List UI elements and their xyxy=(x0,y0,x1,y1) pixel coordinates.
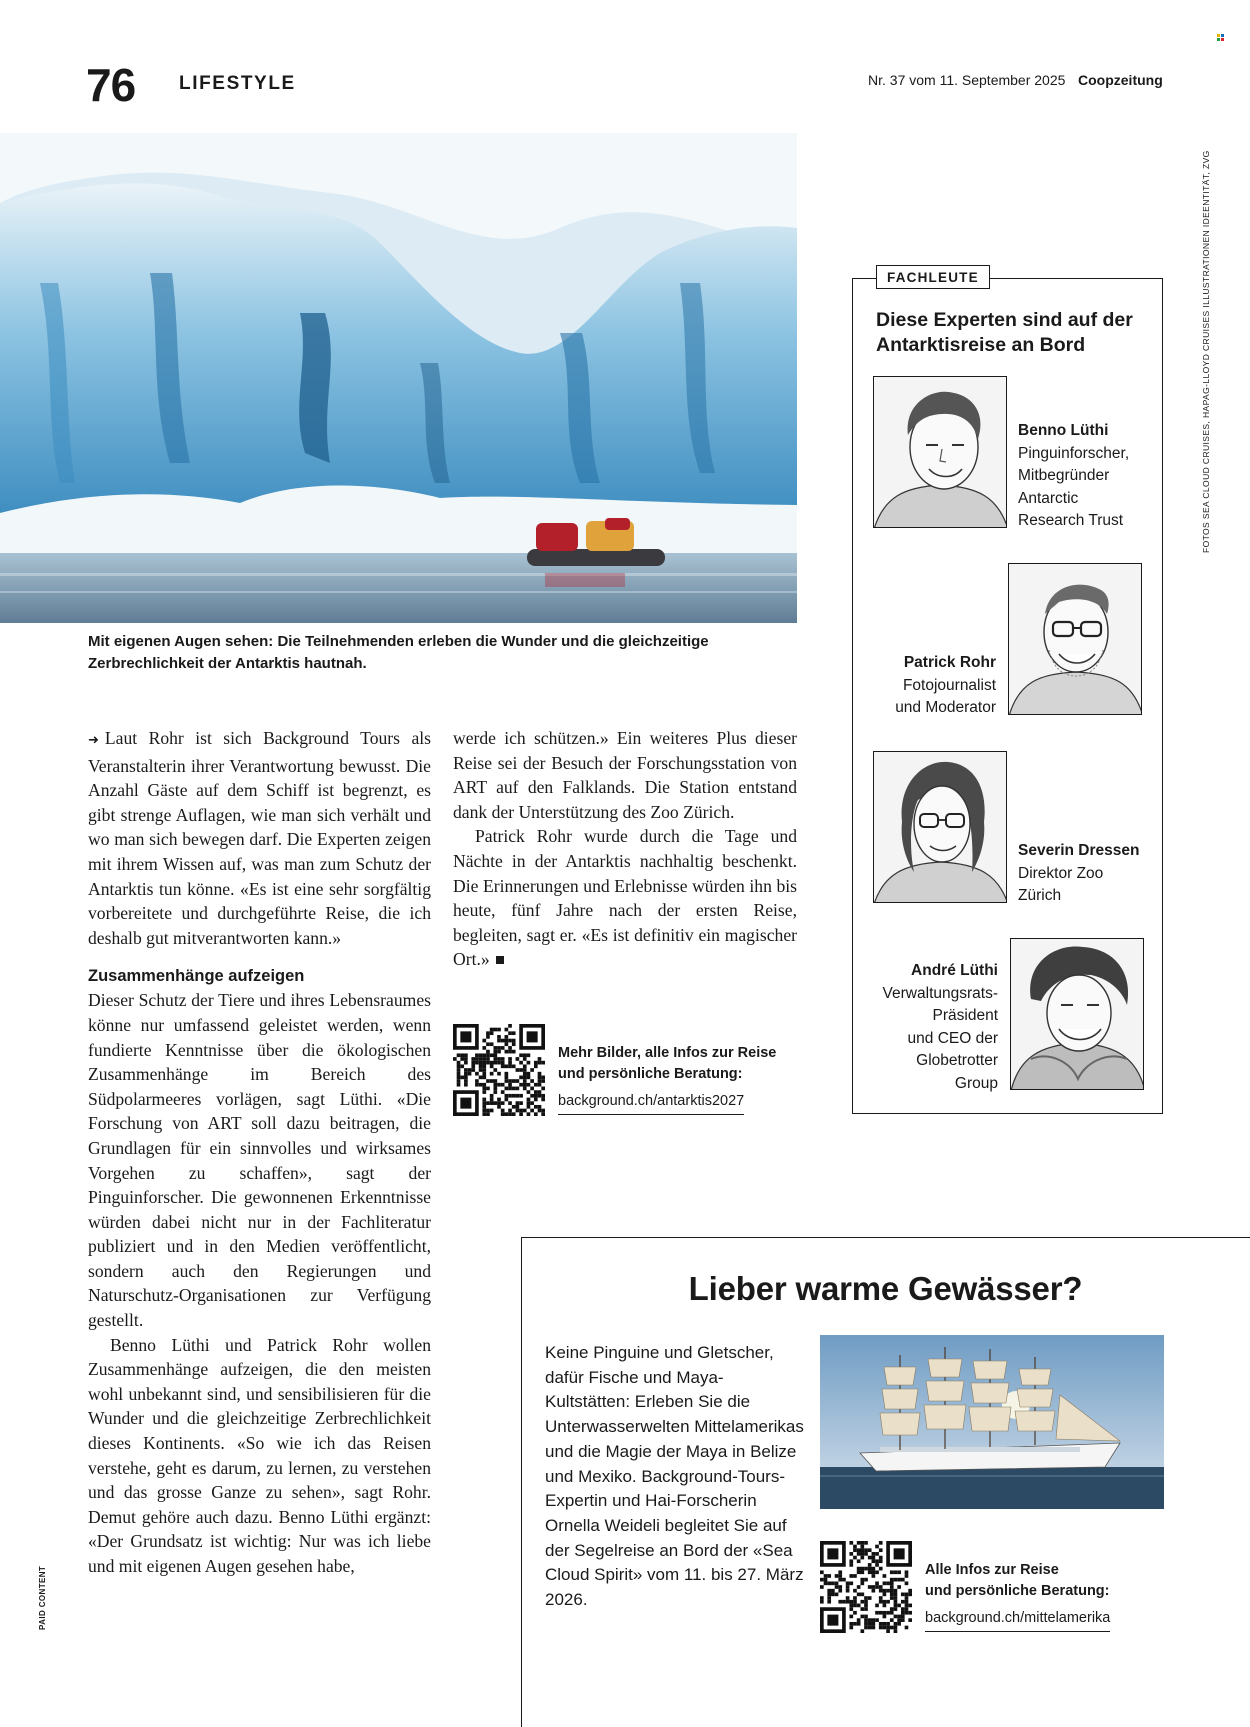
expert-name: André Lüthi xyxy=(911,962,998,979)
qr-lead-line: und persönliche Beratung: xyxy=(558,1066,743,1082)
paragraph-text: Laut Rohr ist sich Background Tours als Veranstalterin ihrer Verantwortung bewusst. Die Anzahl Gäste auf dem Schiff ist begrenzt, es gibt strenge Auflagen, wie man sich verhält und wo man sich bewegen darf. Die Experten zeigen mit ihrem Wissen auf, was man zum Schutz der Antarktis tun könne. «Es ist eine sehr sorgfältig vorbereitete und durchgeführte Reise, die ich deshalb gut mitverantworten kann.» xyxy=(88,728,431,948)
ad-body: Keine Pinguine und Gletscher, dafür Fische und Maya-Kultstätten: Erleben Sie die Unterwasserwelten Mittelamerikas und die Magie der Maya in Belize und Mexiko. Background-Tours-Expertin und Hai-Forscherin Ornella Weideli begleitet Sie auf der Segelreise an Bord der «Sea Cloud Spirit» vom 11. bis 27. März 2026. xyxy=(545,1343,804,1610)
sailing-ship-photo xyxy=(820,1335,1164,1509)
experts-title: Diese Experten sind auf der Antarktisreise an Bord xyxy=(876,309,1133,356)
expert-role: Verwaltungsrats- xyxy=(882,984,998,1002)
experts-tag: FACHLEUTE xyxy=(876,265,990,289)
qr-lead-line: Mehr Bilder, alle Infos zur Reise xyxy=(558,1045,777,1061)
portrait-severin-dressen xyxy=(873,751,1007,903)
issue-info: Nr. 37 vom 11. September 2025 xyxy=(868,72,1066,88)
qr-lead-line: und persönliche Beratung: xyxy=(925,1583,1110,1599)
expert-role: Group xyxy=(954,1074,998,1092)
article-paragraph xyxy=(453,824,797,972)
article-paragraph: Benno Lüthi und Patrick Rohr wollen Zusammenhänge aufzeigen, die den meisten wohl unbekannt sind, und sensibilisieren für die Wunder und die gleichzeitige Zerbrechlichkeit dieses Kontinents. «So wie ich das Reisen verstehe, geht es darum, zu lernen, zu verstehen und das grosse Ganze zu sehen», sagt Rohr. Demut gehöre auch dazu. Benno Lüthi ergänzt: «Der Grundsatz ist wichtig: Nur was ich liebe und mit eigenen Augen gesehen habe, xyxy=(88,1334,431,1576)
expert-role: Präsident xyxy=(932,1007,998,1024)
article-subheading: Zusammenhänge aufzeigen xyxy=(88,967,305,986)
expert-role: Fotojournalist xyxy=(902,676,996,694)
expert-role: Pinguinforscher, xyxy=(1018,444,1130,462)
expert-info xyxy=(1018,420,1158,533)
expert-info xyxy=(848,652,996,720)
expert-info xyxy=(848,960,998,1095)
expert-role: Zürich xyxy=(1018,887,1062,904)
article-paragraph xyxy=(88,726,431,950)
continuation-arrow-icon: ➜ xyxy=(88,733,99,748)
corner-color-mark xyxy=(1217,34,1224,41)
expert-name: Severin Dressen xyxy=(1018,842,1140,859)
section-label: LIFESTYLE xyxy=(179,73,296,94)
end-of-article-icon xyxy=(496,956,504,964)
qr-code-mittelamerika[interactable] xyxy=(820,1541,912,1633)
photo-credit: FOTOS SEA CLOUD CRUISES, HAPAG-LLOYD CRUISES ILLUSTRATIONEN IDEENTITÄT, ZVG xyxy=(1201,150,1211,553)
expert-role: Globetrotter xyxy=(916,1052,998,1069)
antarktis-link[interactable]: background.ch/antarktis2027 xyxy=(558,1091,744,1115)
qr-info-mittelamerika xyxy=(925,1560,1165,1632)
paid-content-label: PAID CONTENT xyxy=(38,1565,47,1630)
qr-lead-line: Alle Infos zur Reise xyxy=(925,1562,1059,1578)
expert-role: Mitbegründer xyxy=(1018,467,1110,484)
expert-role: und CEO der xyxy=(907,1029,998,1047)
portrait-benno-luethi xyxy=(873,376,1007,528)
mittelamerika-link[interactable]: background.ch/mittelamerika xyxy=(925,1608,1110,1632)
expert-name: Patrick Rohr xyxy=(903,654,996,671)
hero-glacier-photo xyxy=(0,133,797,623)
portrait-patrick-rohr xyxy=(1008,563,1142,715)
expert-role: Research Trust xyxy=(1018,512,1124,529)
article-column-left xyxy=(88,726,431,1579)
page-number: 76 xyxy=(86,59,136,111)
qr-info-antarktis xyxy=(558,1043,798,1115)
expert-role: Direktor Zoo xyxy=(1018,864,1104,882)
expert-role: und Moderator xyxy=(895,699,996,716)
qr-code-antarktis[interactable] xyxy=(453,1024,545,1116)
hero-caption: Mit eigenen Augen sehen: Die Teilnehmenden erleben die Wunder und die gleichzeitige Zerbrechlichkeit der Antarktis hautnah. xyxy=(88,633,709,672)
publication-name: Coopzeitung xyxy=(1078,72,1163,88)
ad-title: Lieber warme Gewässer? xyxy=(688,1270,1083,1307)
article-paragraph: Dieser Schutz der Tiere und ihres Lebensraumes könne nur umfassend geleistet werden, wenn fundierte Kenntnisse über die ökologischen Zusammenhänge im Bereich des Südpolarmeeres vorlägen, sagt Lüthi. «Die Forschung von ART soll dazu beitragen, die Grundlagen für ein sinnvolles und wirksames Vorgehen zu schaffen», sagt der Pinguinforscher. Die gewonnenen Erkenntnisse würden dabei nicht nur in der Fachliteratur publiziert und in den Medien veröffentlicht, sondern auch den Regierungen und Naturschutz-Organisationen zur Verfügung gestellt. xyxy=(88,990,431,1331)
expert-role: Antarctic xyxy=(1018,489,1079,507)
portrait-andre-luethi xyxy=(1010,938,1144,1090)
expert-info xyxy=(1018,840,1163,908)
article-column-middle xyxy=(453,726,797,972)
paragraph-text: Patrick Rohr wurde durch die Tage und Nächte in der Antarktis nachhaltig beschenkt. Die Erinnerungen und Erlebnisse würden ihn bis heute, fünf Jahre nach der ersten Reise, begleiten, sagt er. «Es ist definitiv ein magischer Ort.» xyxy=(453,826,797,970)
expert-name: Benno Lüthi xyxy=(1018,422,1109,439)
article-paragraph: werde ich schützen.» Ein weiteres Plus dieser Reise sei der Besuch der Forschungsstation von ART auf den Falklands. Die Station entstand dank der Unterstützung des Zoo Zürich. xyxy=(453,728,797,822)
